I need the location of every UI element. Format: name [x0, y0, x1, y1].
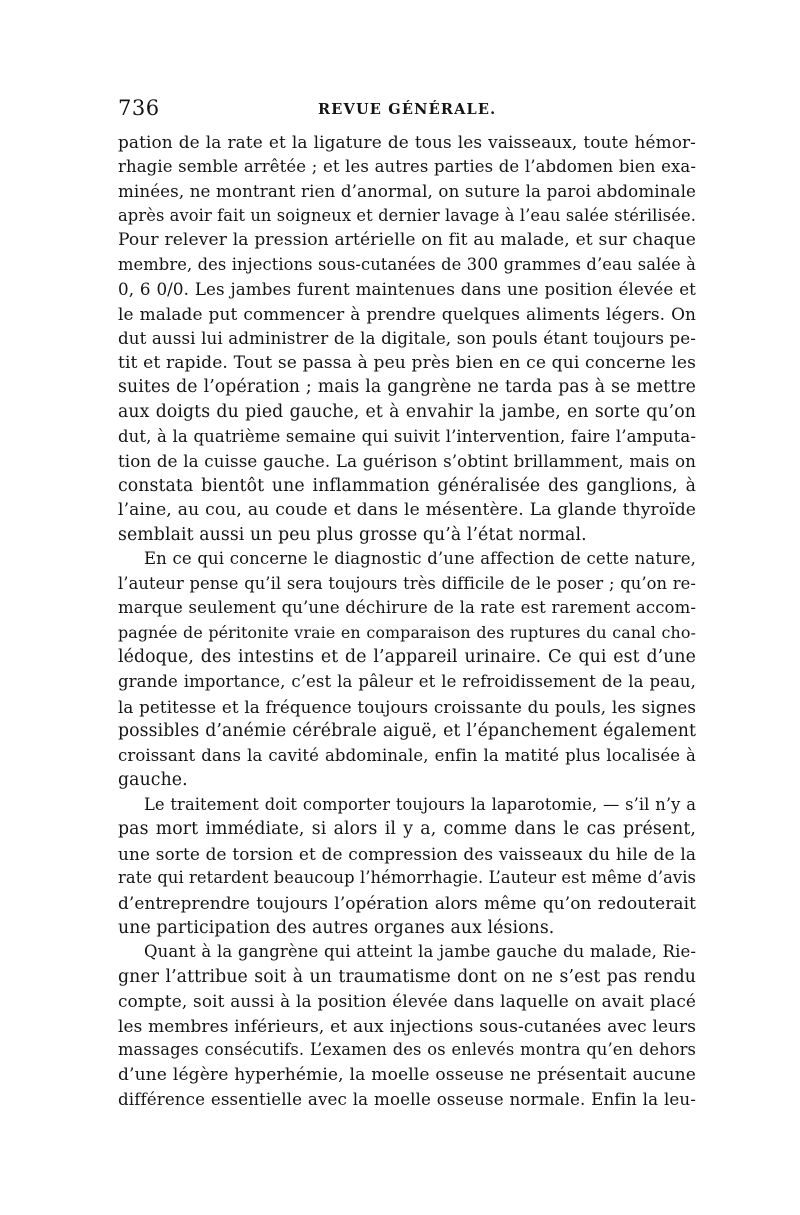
text-line: marque seulement qu’une déchirure de la rate est rarement accom-: [118, 598, 696, 618]
text-line: gauche.: [118, 770, 188, 791]
text-line: possibles d’anémie cérébrale aiguë, et l’épanchement également: [118, 721, 696, 742]
body-text: [118, 130, 696, 1112]
text-line: semblait aussi un peu plus grosse qu’à l’état normal.: [118, 524, 587, 545]
text-line: membre, des injections sous-cutanées de 300 grammes d’eau salée à: [118, 254, 696, 274]
text-line: une sorte de torsion et de compression des vaisseaux du hile de la: [118, 843, 696, 864]
text-line: pation de la rate et la ligature de tous les vaisseaux, toute hémor-: [118, 132, 696, 152]
text-line: gner l’attribue soit à un traumatisme dont on ne s’est pas rendu: [118, 966, 696, 987]
text-line: grande importance, c’est la pâleur et le refroidissement de la peau,: [118, 672, 696, 692]
text-line: massages consécutifs. L’examen des os enlevés montra qu’en dehors: [118, 1040, 696, 1060]
text-line: l’aine, au cou, au coude et dans le mésentère. La glande thyroïde: [118, 500, 696, 521]
text-line: d’une légère hyperhémie, la moelle osseuse ne présentait aucune: [118, 1064, 696, 1085]
text-line: pas mort immédiate, si alors il y a, comme dans le cas présent,: [118, 819, 696, 840]
text-line: différence essentielle avec la moelle osseuse normale. Enfin la leu-: [118, 1089, 696, 1110]
text-line: En ce qui concerne le diagnostic d’une affection de cette nature,: [144, 549, 696, 569]
text-line: la petitesse et la fréquence toujours croissante du pouls, les signes: [118, 696, 696, 717]
text-line: le malade put commencer à prendre quelques aliments légers. On: [118, 303, 696, 324]
text-line: rate qui retardent beaucoup l’hémorrhagie. L’auteur est même d’avis: [118, 868, 696, 888]
text-line: compte, soit aussi à la position élevée dans laquelle on avait placé: [118, 991, 696, 1012]
text-line: Quant à la gangrène qui atteint la jambe gauche du malade, Rie-: [144, 942, 696, 962]
page-header: [118, 96, 696, 122]
text-line: aux doigts du pied gauche, et à envahir la jambe, en sorte qu’on: [118, 402, 696, 423]
text-line: une participation des autres organes aux lésions.: [118, 917, 555, 938]
text-line: pagnée de péritonite vraie en comparaison des ruptures du canal cho-: [118, 622, 696, 642]
text-line: dut, à la quatrième semaine qui suivit l’intervention, faire l’amputa-: [118, 426, 696, 446]
text-line: Pour relever la pression artérielle on fit au malade, et sur chaque: [118, 230, 696, 251]
text-line: lédoque, des intestins et de l’appareil urinaire. Ce qui est d’une: [118, 647, 696, 668]
text-line: l’auteur pense qu’il sera toujours très difficile de le poser ; qu’on re-: [118, 573, 696, 593]
text-line: tion de la cuisse gauche. La guérison s’obtint brillamment, mais on: [118, 451, 696, 472]
text-line: croissant dans la cavité abdominale, enfin la matité plus localisée à: [118, 745, 696, 765]
text-line: 0, 6 0/0. Les jambes furent maintenues dans une position élevée et: [118, 279, 696, 300]
text-line: constata bientôt une inflammation généralisée des ganglions, à: [118, 475, 696, 496]
text-line: d’entreprendre toujours l’opération alors même qu’on redouterait: [118, 892, 696, 913]
text-line: rhagie semble arrêtée ; et les autres parties de l’abdomen bien exa-: [118, 156, 696, 176]
text-line: suites de l’opération ; mais la gangrène ne tarda pas à se mettre: [118, 377, 696, 398]
text-line: minées, ne montrant rien d’anormal, on suture la paroi abdominale: [118, 181, 696, 202]
text-line: tit et rapide. Tout se passa à peu près bien en ce qui concerne les: [118, 352, 696, 373]
text-line: après avoir fait un soigneux et dernier lavage à l’eau salée stérilisée.: [118, 205, 696, 225]
text-line: dut aussi lui administrer de la digitale, son pouls étant toujours pe-: [118, 328, 696, 349]
running-title: REVUE GÉNÉRALE.: [318, 101, 497, 118]
text-line: Le traitement doit comporter toujours la laparotomie, — s’il n’y a: [144, 794, 696, 814]
text-line: les membres inférieurs, et aux injections sous-cutanées avec leurs: [118, 1015, 696, 1036]
page-number: 736: [118, 96, 160, 120]
